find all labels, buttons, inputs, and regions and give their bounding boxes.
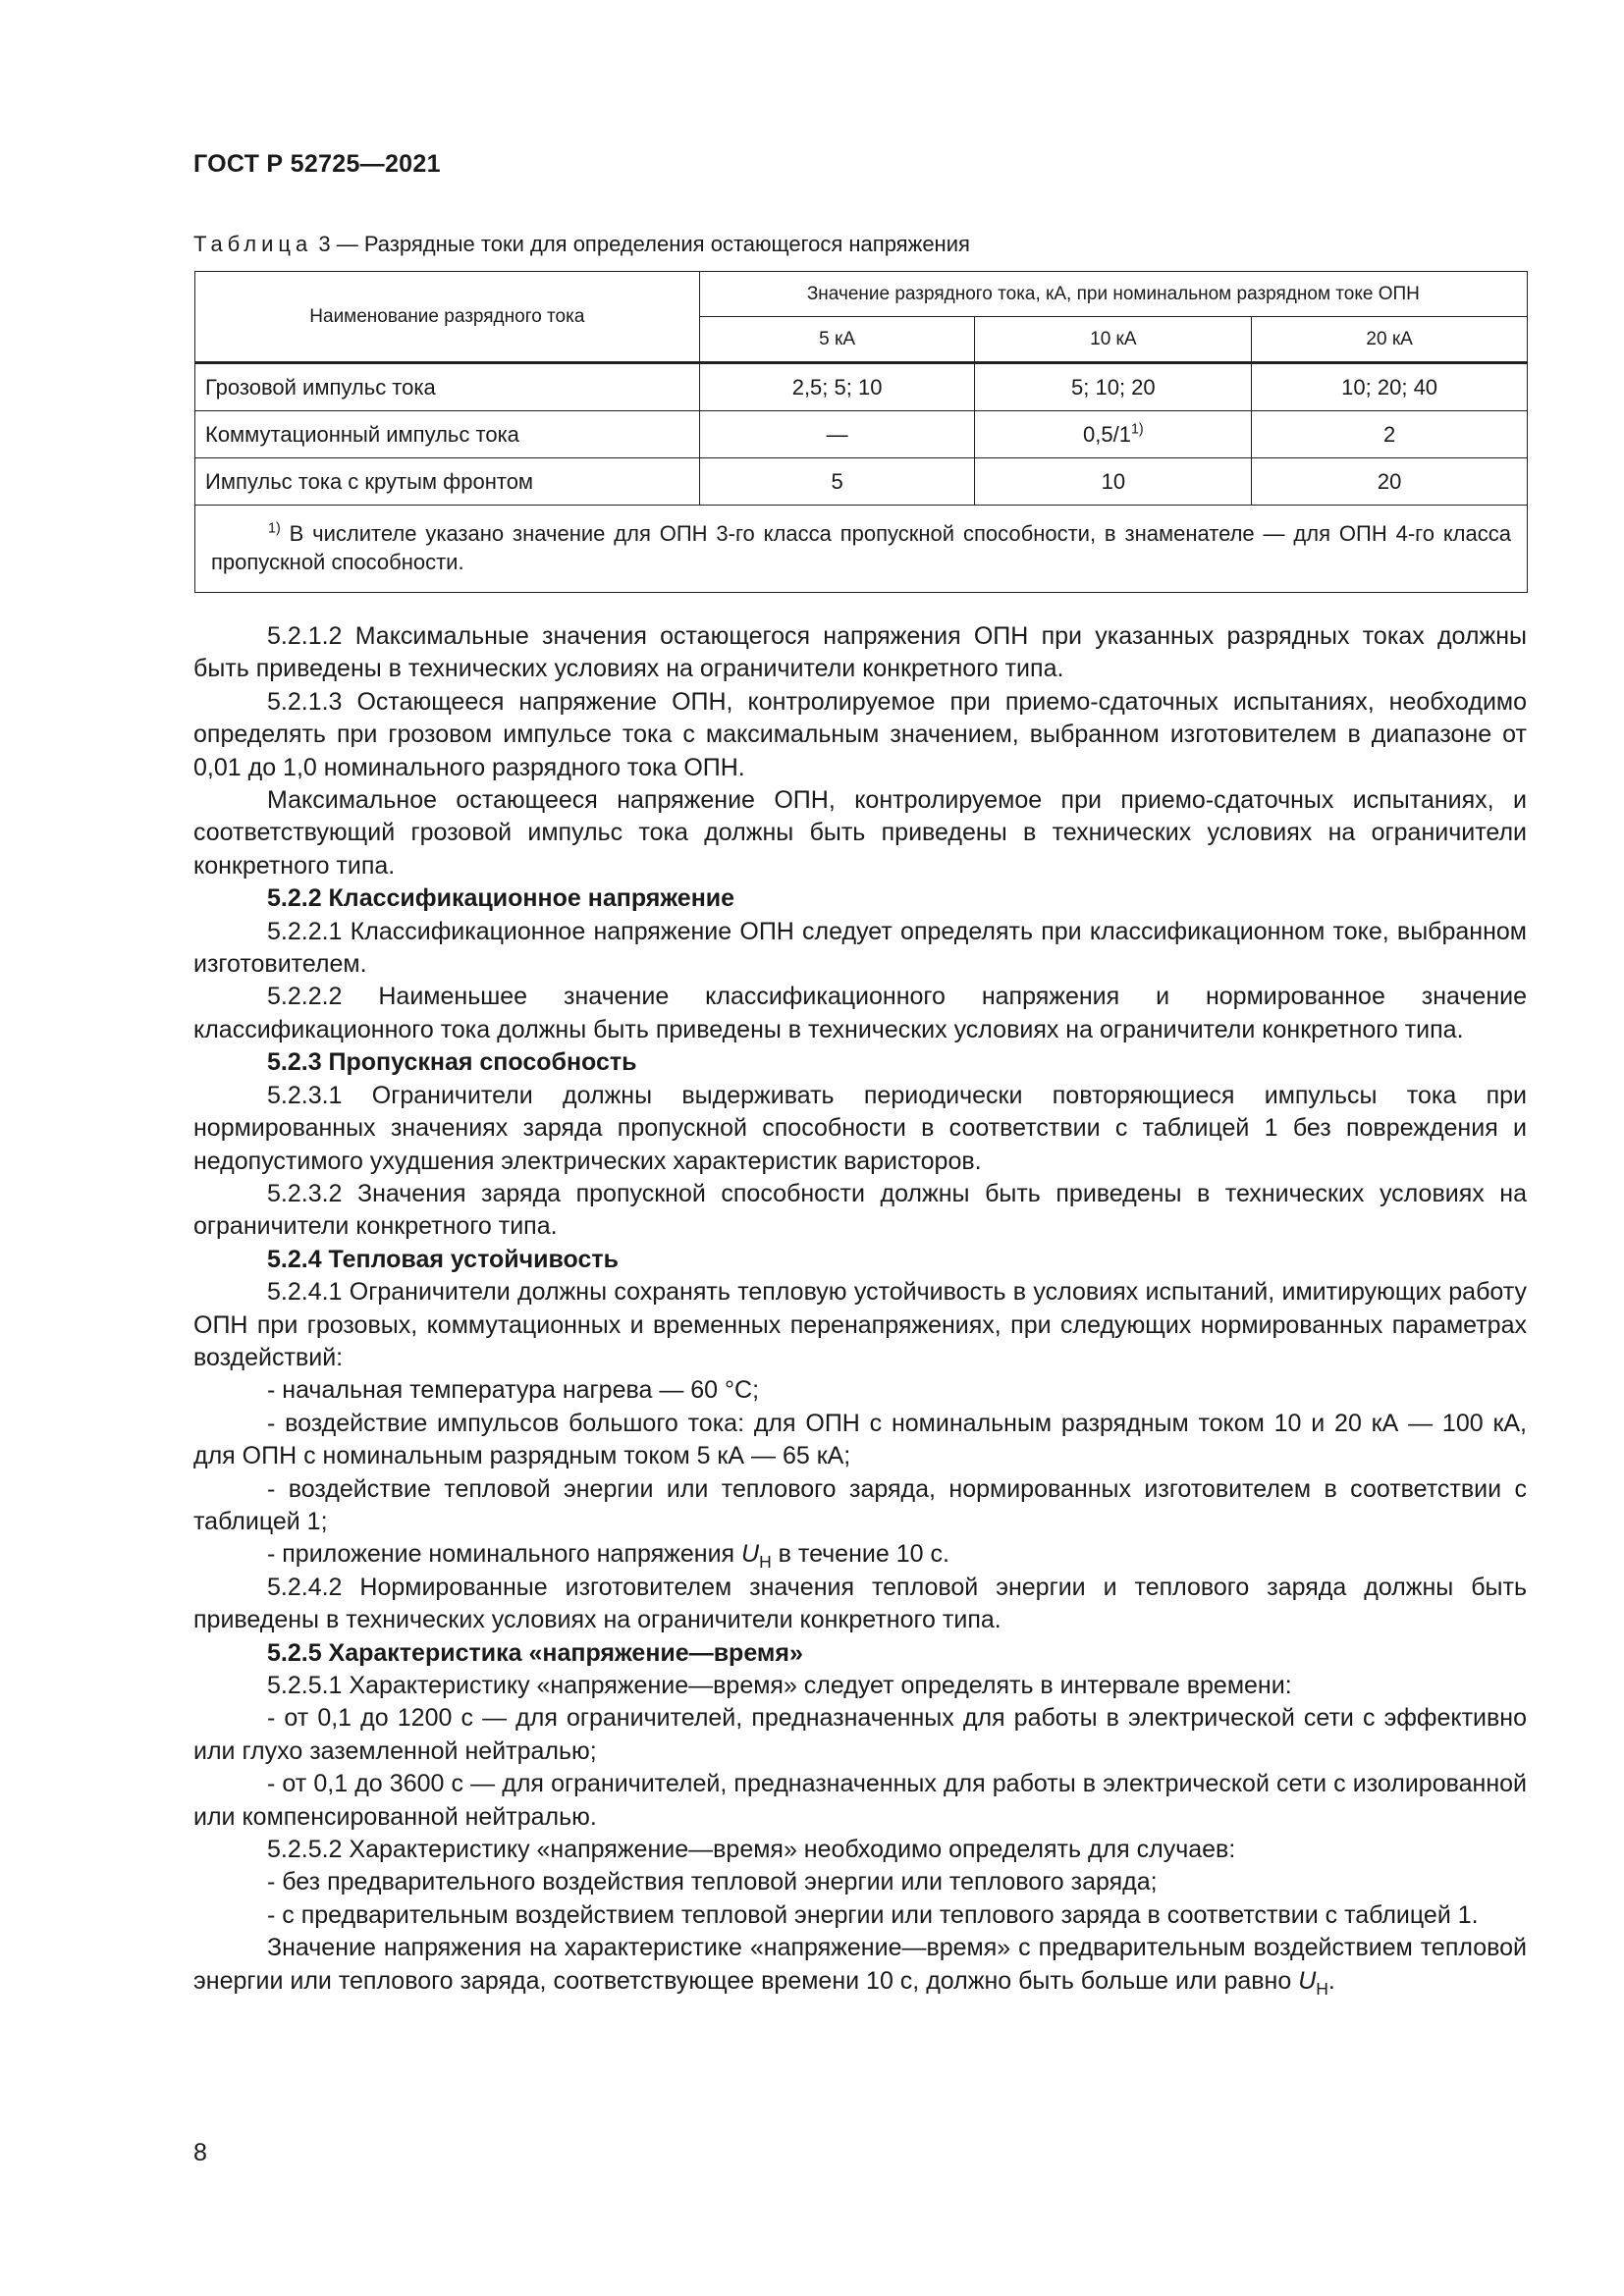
table-caption-text: 3 — Разрядные токи для определения остающегося напряжения [312, 232, 970, 256]
cell-value-text: 0,5/1 [1083, 421, 1131, 447]
row-name: Коммутационный импульс тока [195, 411, 700, 458]
header-column-10ka: 10 кА [975, 317, 1252, 363]
table-caption-prefix: Таблица [193, 232, 313, 256]
paragraph-text: . [1327, 1966, 1335, 1995]
list-item-text: - приложение номинального напряжения [267, 1540, 742, 1569]
list-item: - начальная температура нагрева — 60 °С; [267, 1376, 760, 1405]
section-heading: 5.2.3 Пропускная способность [267, 1048, 637, 1077]
paragraph: 5.2.4.1 Ограничители должны сохранять тепловую устойчивость в условиях испытаний, имитирующих работу ОПН при грозовых, коммутационных и временных перенапряжениях, при следующих нормированных параметрах воздействий: [193, 1278, 1527, 1371]
paragraph: 5.2.4.2 Нормированные изготовителем значения тепловой энергии и теплового заряда должны быть приведены в технических условиях на ограничители конкретного типа. [193, 1573, 1527, 1634]
table-row [195, 411, 1528, 458]
cell-value: 20 [1252, 458, 1528, 506]
page-number: 8 [193, 2139, 207, 2166]
header-current-values: Значение разрядного тока, кА, при номинальном разрядном токе ОПН [699, 272, 1527, 317]
row-name: Грозовой импульс тока [195, 363, 700, 411]
list-item [193, 1538, 1527, 1571]
footnote-mark: 1) [268, 520, 281, 537]
paragraph: 5.2.1.2 Максимальные значения остающегося напряжения ОПН при указанных разрядных токах должны быть приведены в технических условиях на ограничители конкретного типа. [193, 622, 1527, 683]
list-item: - воздействие импульсов большого тока: для ОПН с номинальным разрядным током 10 и 20 кА — 100 кА, для ОПН с номинальным разрядным током 5 кА — 65 кА; [193, 1409, 1527, 1470]
section-heading: 5.2.4 Тепловая устойчивость [267, 1245, 619, 1273]
list-item: - без предварительного воздействия тепловой энергии или теплового заряда; [267, 1868, 1158, 1896]
header-column-20ka: 20 кА [1252, 317, 1528, 363]
paragraph: 5.2.5.1 Характеристику «напряжение—время» следует определять в интервале времени: [267, 1672, 1292, 1699]
paragraph: 5.2.2.1 Классификационное напряжение ОПН следует определять при классификационном токе, выбранном изготовителем. [193, 917, 1527, 979]
cell-value: 5 [699, 458, 975, 506]
table-row [195, 458, 1528, 506]
cell-value: 2,5; 5; 10 [699, 363, 975, 411]
paragraph [193, 1932, 1527, 1998]
voltage-subscript: Н [1316, 1978, 1328, 1999]
cell-value: — [699, 411, 975, 458]
voltage-symbol: U [1298, 1966, 1317, 1995]
cell-value: 10 [975, 458, 1252, 506]
list-item: - воздействие тепловой энергии или теплового заряда, нормированных изготовителем в соответствии с таблицей 1; [193, 1474, 1527, 1535]
list-item-text: в течение 10 с. [771, 1540, 949, 1569]
paragraph: 5.2.1.3 Остающееся напряжение ОПН, контролируемое при приемо-сдаточных испытаниях, необходимо определять при грозовом импульсе тока с максимальным значением, выбранном изготовителем в диапазоне от 0,01 до 1,0 номинального разрядного тока ОПН. [193, 687, 1527, 781]
paragraph: 5.2.3.1 Ограничители должны выдерживать периодически повторяющиеся импульсы тока при нормированных значениях заряда пропускной способности в соответствии с таблицей 1 без повреждения и недопустимого ухудшения электрических характеристик варисторов. [193, 1081, 1527, 1175]
paragraph-text: Значение напряжения на характеристике «напряжение—время» с предварительным воздействием тепловой энергии или теплового заряда, соответствующее времени 10 с, должно быть больше или равно [193, 1934, 1527, 1995]
cell-value: 5; 10; 20 [975, 363, 1252, 411]
table-row [195, 363, 1528, 411]
table-footnote [195, 506, 1528, 593]
document-body [193, 620, 1527, 1998]
cell-value: 2 [1252, 411, 1528, 458]
section-heading: 5.2.2 Классификационное напряжение [267, 884, 735, 913]
paragraph: 5.2.5.2 Характеристику «напряжение—время» необходимо определять для случаев: [267, 1836, 1236, 1864]
list-item: - с предварительным воздействием тепловой энергии или теплового заряда в соответствии с таблицей 1. [267, 1900, 1479, 1929]
voltage-symbol: U [741, 1540, 760, 1569]
header-column-5ka: 5 кА [699, 317, 975, 363]
cell-value: 10; 20; 40 [1252, 363, 1528, 411]
list-item: - от 0,1 до 1200 с — для ограничителей, предназначенных для работы в электрической сети с эффективно или глухо заземленной нейтралью; [193, 1704, 1527, 1765]
paragraph: 5.2.3.2 Значения заряда пропускной способности должны быть приведены в технических условиях на ограничители конкретного типа. [193, 1179, 1527, 1241]
cell-value [975, 411, 1252, 458]
list-item: - от 0,1 до 3600 с — для ограничителей, предназначенных для работы в электрической сети с изолированной или компенсированной нейтралью. [193, 1770, 1527, 1831]
header-current-name: Наименование разрядного тока [195, 272, 700, 363]
footnote-reference: 1) [1130, 421, 1144, 438]
table-caption [193, 232, 970, 257]
document-header: ГОСТ Р 52725—2021 [193, 150, 441, 178]
paragraph: 5.2.2.2 Наименьшее значение классификационного напряжения и нормированное значение классификационного тока должны быть приведены в технических условиях на ограничители конкретного типа. [193, 983, 1527, 1043]
paragraph: Максимальное остающееся напряжение ОПН, контролируемое при приемо-сдаточных испытаниях, и соответствующий грозовой импульс тока должны быть приведены в технических условиях на ограничители конкретного типа. [193, 786, 1527, 880]
section-heading: 5.2.5 Характеристика «напряжение—время» [267, 1638, 803, 1667]
row-name: Импульс тока с крутым фронтом [195, 458, 700, 506]
footnote-text: В числителе указано значение для ОПН 3-го класса пропускной способности, в знаменателе — для ОПН 4-го класса пропускной способности. [211, 521, 1511, 574]
voltage-subscript: Н [759, 1552, 772, 1573]
discharge-current-table [194, 271, 1528, 593]
